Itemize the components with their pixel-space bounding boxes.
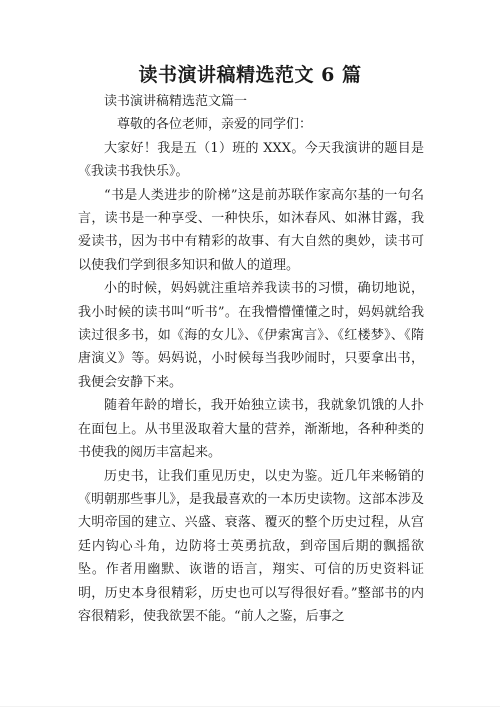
document-body — [78, 90, 424, 628]
paragraph-gorky-quote: “书是人类进步的阶梯”这是前苏联作家高尔基的一句名言，读书是一种享受、一种快乐，如沐春风、如淋甘露，我爱读书，因为书中有精彩的故事、有大自然的奥妙，读书可以使我们学到很多知识和做人的道理。 — [78, 187, 424, 273]
salutation: 尊敬的各位老师，亲爱的同学们： — [117, 117, 313, 133]
document-title: 读书演讲稿精选范文 6 篇 — [138, 64, 362, 86]
paragraph-greeting: 大家好！我是五（1）班的 XXX。今天我演讲的题目是《我读书我快乐》。 — [78, 140, 424, 180]
paragraph-history-books: 历史书，让我们重见历史，以史为鉴。近几年来畅销的《明朝那些事儿》，是我最喜欢的一本历史读物。这部本涉及大明帝国的建立、兴盛、衰落、覆灭的整个历史过程，从宫廷内钩心斗角，边防将士英勇抗敌，到帝国后期的飘摇欲坠。作者用幽默、诙谐的语言，翔实、可信的历史资料证明，历史本身很精彩，历史也可以写得很好看。”整部书的内容很精彩，使我欲罢不能。“前人之鉴，后事之 — [78, 468, 424, 624]
document-subtitle: 读书演讲稿精选范文篇一 — [104, 94, 248, 109]
paragraph-growing-up: 随着年龄的增长，我开始独立读书，我就象饥饿的人扑在面包上。从书里汲取着大量的营养，渐渐地，各种种类的书使我的阅历丰富起来。 — [78, 398, 424, 461]
paragraph-childhood: 小的时候，妈妈就注重培养我读书的习惯，确切地说，我小时候的读书叫“听书”。在我懵懵懂懂之时，妈妈就给我读过很多书，如《海的女儿》、《伊索寓言》、《红楼梦》、《隋唐演义》等。妈妈说，小时候每当我吵闹时，只要拿出书，我便会安静下来。 — [78, 281, 424, 390]
